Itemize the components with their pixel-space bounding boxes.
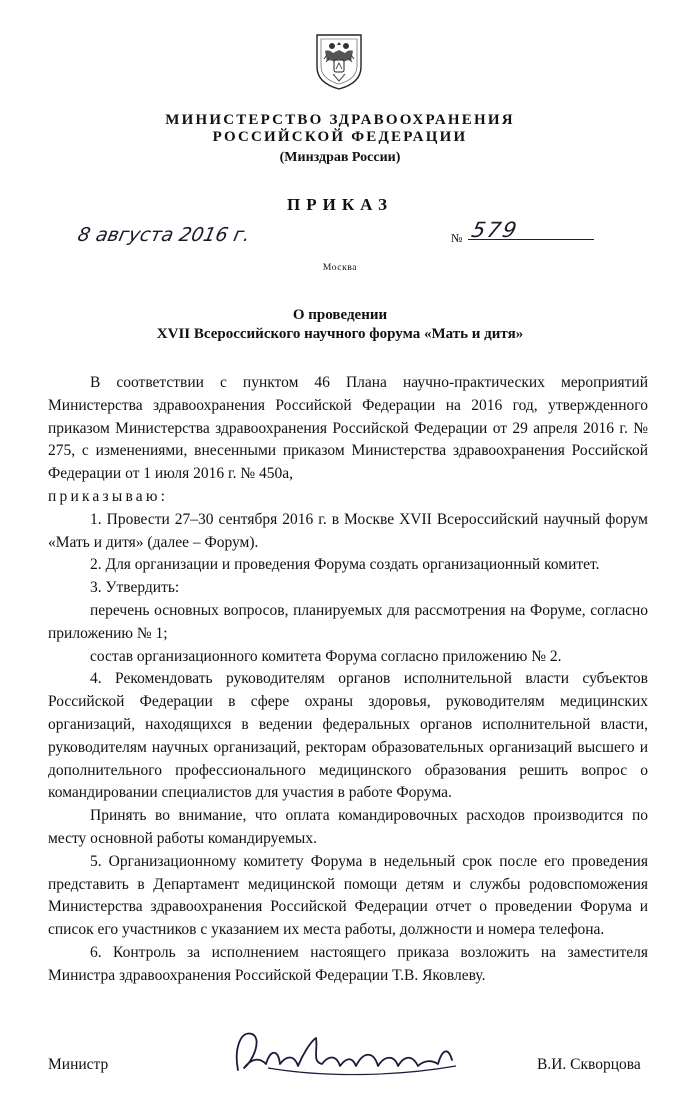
item-4: 4. Рекомендовать руководителям органов исполнительной власти субъектов Российской Федерации в сфере охраны здоровья, руководителям медицинских организаций, находящихся в ведении федеральных органов исполнительной власти, руководителям научных организаций, ректорам образовательных организаций высшего и дополнительного профессионального медицинского образования решить вопрос о командировании специалистов для участия в работе Форума. — [48, 670, 648, 802]
item-4-note: Принять во внимание, что оплата командировочных расходов производится по месту основной работы командируемых. — [48, 807, 648, 847]
order-body — [48, 372, 648, 988]
ministry-name-line2: РОССИЙСКОЙ ФЕДЕРАЦИИ — [212, 129, 468, 145]
coat-of-arms-icon — [313, 29, 365, 91]
item-5: 5. Организационному комитету Форума в недельный срок после его проведения представить в Департамент медицинской помощи детям и службы родовспоможения Министерства здравоохранения Российской Федерации отчет о проведении Форума и список его участников с указанием их места работы, должности и номера телефона. — [48, 852, 648, 939]
order-title-line2: XVII Всероссийского научного форума «Мать и дитя» — [156, 326, 524, 342]
order-number: 579 — [469, 218, 521, 242]
order-number-underline — [468, 239, 594, 240]
order-title-line1: О проведении — [292, 307, 388, 323]
item-3-list-a: перечень основных вопросов, планируемых для рассмотрения на Форуме, согласно приложению № 1; — [48, 601, 648, 642]
order-date: 8 августа 2016 г. — [75, 224, 253, 246]
item-6: 6. Контроль за исполнением настоящего приказа возложить на заместителя Министра здравоохранения Российской Федерации Т.В. Яковлеву. — [48, 943, 648, 984]
order-number-label: № — [451, 231, 463, 245]
item-3-list-b: состав организационного комитета Форума согласно приложению № 2. — [90, 647, 562, 665]
item-3: 3. Утвердить: — [90, 579, 180, 597]
ministry-name-line1: МИНИСТЕРСТВО ЗДРАВООХРАНЕНИЯ — [165, 112, 515, 128]
item-2: 2. Для организации и проведения Форума создать организационный комитет. — [90, 556, 600, 574]
ministry-short-name: (Минздрав России) — [279, 150, 401, 165]
order-word: приказываю: — [48, 487, 169, 505]
item-1: 1. Провести 27–30 сентября 2016 г. в Москве XVII Всероссийский научный форум «Мать и дитя» (далее – Форум). — [48, 510, 648, 551]
signatory-position: Министр — [48, 1056, 109, 1073]
order-heading: ПРИКАЗ — [287, 195, 393, 214]
handwritten-signature — [228, 1020, 468, 1090]
preamble-paragraph: В соответствии с пунктом 46 Плана научно-практических мероприятий Министерства здравоохранения Российской Федерации на 2016 год, утвержденного приказом Министерства здравоохранения Российской Федерации от 29 апреля 2016 г. № 275, с изменениями, внесенными приказом Министерства здравоохранения Российской Федерации от 1 июля 2016 г. № 450а, — [48, 374, 648, 483]
signatory-name: В.И. Скворцова — [537, 1056, 641, 1073]
order-city: Москва — [322, 263, 358, 273]
